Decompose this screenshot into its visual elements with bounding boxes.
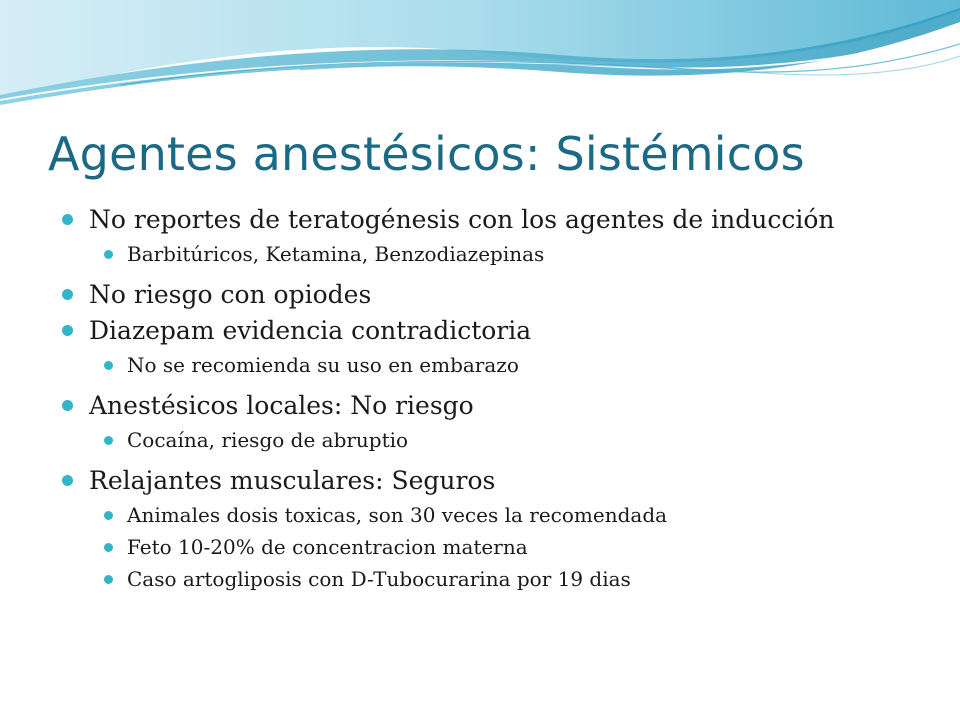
bullet-item xyxy=(62,391,922,420)
sub-bullet-text: Caso artogliposis con D-Tubocurarina por 19 dias xyxy=(127,567,631,591)
bullet-text: No riesgo con opiodes xyxy=(89,280,372,309)
bullet-item xyxy=(62,466,922,495)
bullet-dot-icon xyxy=(104,250,113,259)
sub-bullet-text: Cocaína, riesgo de abruptio xyxy=(127,428,409,452)
sub-bullet-item xyxy=(62,567,922,591)
sub-bullet-text: No se recomienda su uso en embarazo xyxy=(127,353,519,377)
sub-bullet-item xyxy=(62,353,922,377)
bullet-dot-icon xyxy=(104,575,113,584)
sub-bullet-text: Feto 10-20% de concentracion materna xyxy=(127,535,528,559)
sub-bullet-item xyxy=(62,428,922,452)
bullet-dot-icon xyxy=(62,475,73,486)
bullet-item xyxy=(62,205,922,234)
sub-bullet-item xyxy=(62,535,922,559)
sub-bullet-item xyxy=(62,503,922,527)
bullet-dot-icon xyxy=(104,543,113,552)
bullet-dot-icon xyxy=(104,361,113,370)
bullet-text: Anestésicos locales: No riesgo xyxy=(89,391,474,420)
bullet-dot-icon xyxy=(104,511,113,520)
bullet-dot-icon xyxy=(62,214,73,225)
bullet-dot-icon xyxy=(62,400,73,411)
bullet-dot-icon xyxy=(104,436,113,445)
bullet-text: Relajantes musculares: Seguros xyxy=(89,466,496,495)
header-wave-decoration xyxy=(0,0,960,120)
sub-bullet-text: Animales dosis toxicas, son 30 veces la recomendada xyxy=(127,503,668,527)
bullet-dot-icon xyxy=(62,289,73,300)
bullet-dot-icon xyxy=(62,325,73,336)
bullet-text: Diazepam evidencia contradictoria xyxy=(89,316,532,345)
slide-title: Agentes anestésicos: Sistémicos xyxy=(48,127,805,181)
bullet-text: No reportes de teratogénesis con los agentes de inducción xyxy=(89,205,835,234)
sub-bullet-item xyxy=(62,242,922,266)
bullet-list xyxy=(62,205,922,591)
sub-bullet-text: Barbitúricos, Ketamina, Benzodiazepinas xyxy=(127,242,545,266)
bullet-item xyxy=(62,280,922,309)
bullet-item xyxy=(62,316,922,345)
